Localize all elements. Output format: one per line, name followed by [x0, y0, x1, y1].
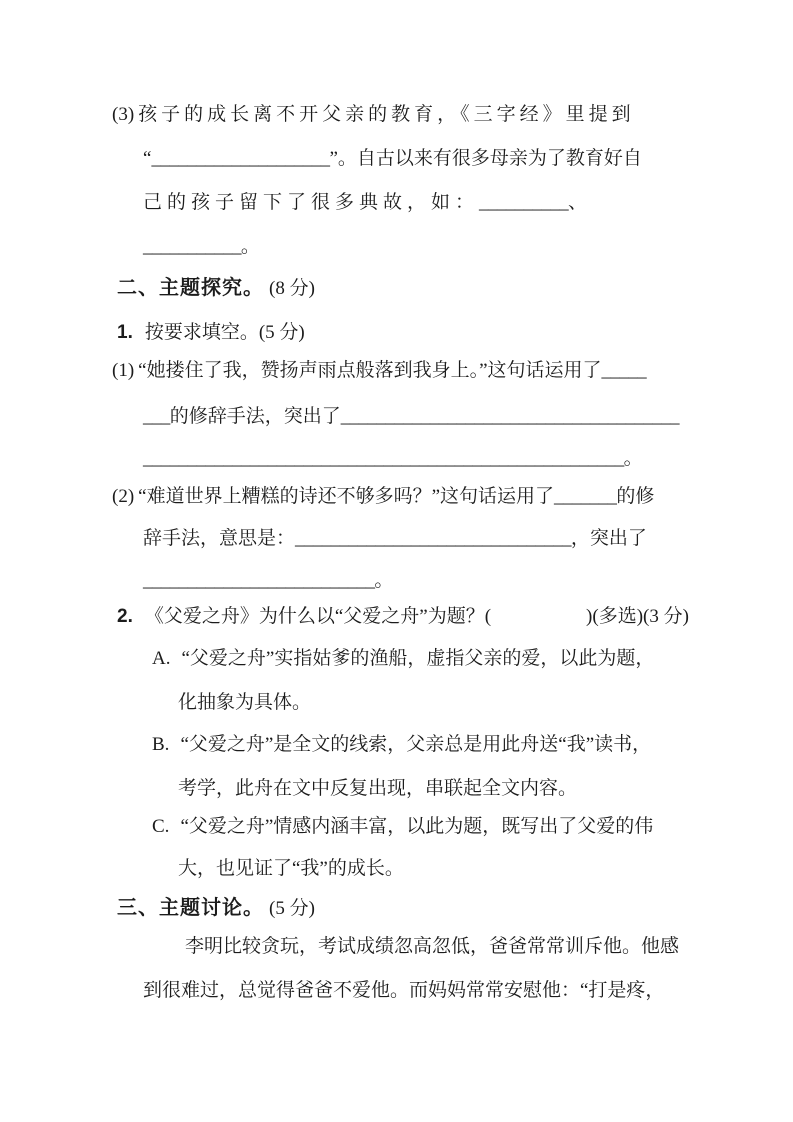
option-c-letter: C.	[152, 816, 170, 837]
discussion-text: 到很难过，总觉得爸爸不爱他。而妈妈常常安慰他：“打是疼，	[143, 980, 665, 1001]
question-3-label: (3)	[112, 104, 135, 125]
question-1-2-line-1	[0, 483, 753, 510]
question-3-line-2	[0, 145, 753, 172]
question-1-1-text: 的修辞手法，突出了	[169, 406, 341, 427]
section-3-heading: 三、主题讨论。	[117, 897, 264, 919]
option-a-line-1	[0, 645, 753, 672]
option-a-text: “父爱之舟”实指姑爹的渔船，虚指父亲的爱，以此为题，	[181, 648, 655, 669]
answer-blank: __________	[479, 192, 569, 213]
section-3-points: (5 分)	[269, 898, 315, 919]
question-3-line-1	[0, 101, 753, 128]
section-2-heading-line	[0, 275, 753, 302]
question-1-2-text: “难道世界上糟糕的诗还不够多吗？”这句话运用了	[138, 486, 555, 507]
answer-blank: __________________________	[143, 570, 375, 591]
answer-blank: ______________________________________	[340, 406, 679, 427]
section-2-points: (8 分)	[269, 278, 315, 299]
open-quote: “	[143, 148, 152, 169]
question-2-number: 2.	[117, 606, 133, 627]
question-1-2-text: 辞手法，意思是：	[143, 528, 296, 549]
option-b-line-2	[0, 775, 753, 802]
question-2-line	[0, 603, 753, 630]
option-b-line-1	[0, 731, 753, 758]
discussion-paragraph-line-1	[0, 933, 753, 960]
option-b-text: “父爱之舟”是全文的线索，父亲总是用此舟送“我”读书，	[180, 734, 652, 755]
answer-blank: ______________________________________________________	[143, 448, 624, 469]
question-3-text: 己的孩子留下了很多典故，如：	[143, 192, 480, 213]
answer-blank: ___________	[143, 236, 241, 257]
question-1-2-line-3	[0, 567, 753, 594]
question-1-1-line-3	[0, 445, 753, 472]
option-c-text: 大，也见证了“我”的成长。	[178, 858, 404, 879]
option-a-letter: A.	[152, 648, 171, 669]
option-c-line-1	[0, 813, 753, 840]
option-c-line-2	[0, 855, 753, 882]
period: 。	[240, 236, 260, 257]
discussion-text: 李明比较贪玩，考试成绩忽高忽低，爸爸常常训斥他。他感	[185, 936, 680, 957]
question-3-line-4	[0, 233, 753, 260]
answer-blank: _____	[601, 360, 647, 381]
period: 。	[623, 448, 643, 469]
period: 。	[374, 570, 394, 591]
question-3-text: ”。自古以来有很多母亲为了教育好自	[329, 148, 642, 169]
question-1-2-text: 的修	[616, 486, 655, 507]
question-1-2-text: ，突出了	[570, 528, 647, 549]
question-2-text: 《父爱之舟》为什么以“父爱之舟”为题？( )(多选)(3 分)	[144, 606, 689, 627]
answer-blank: _______	[554, 486, 617, 507]
section-3-heading-line	[0, 895, 753, 922]
option-a-line-2	[0, 689, 753, 716]
answer-blank: ___	[143, 406, 170, 427]
enum-comma: 、	[568, 192, 588, 213]
option-c-text: “父爱之舟”情感内涵丰富，以此为题，既写出了父爱的伟	[180, 816, 654, 837]
section-2-heading: 二、主题探究。	[117, 277, 264, 299]
question-3-line-3	[0, 189, 753, 216]
option-b-letter: B.	[152, 734, 170, 755]
question-1-number: 1.	[117, 322, 133, 343]
question-1-1-text: “她搂住了我，赞扬声雨点般落到我身上。”这句话运用了	[138, 360, 602, 381]
option-a-text: 化抽象为具体。	[178, 692, 312, 713]
question-3-text: 孩子的成长离不开父亲的教育，《三字经》里提到	[138, 104, 635, 125]
question-1-1-label: (1)	[112, 360, 135, 381]
question-1-line	[0, 319, 753, 346]
option-b-text: 考学，此舟在文中反复出现，串联起全文内容。	[178, 778, 578, 799]
question-1-1-line-1	[0, 357, 753, 384]
question-1-text: 按要求填空。(5 分)	[144, 322, 305, 343]
question-1-2-line-2	[0, 525, 753, 552]
question-1-2-label: (2)	[112, 486, 135, 507]
question-1-1-line-2	[0, 403, 753, 430]
discussion-paragraph-line-2	[0, 977, 753, 1004]
answer-blank: _______________________________	[295, 528, 571, 549]
answer-blank: ____________________	[151, 148, 330, 169]
